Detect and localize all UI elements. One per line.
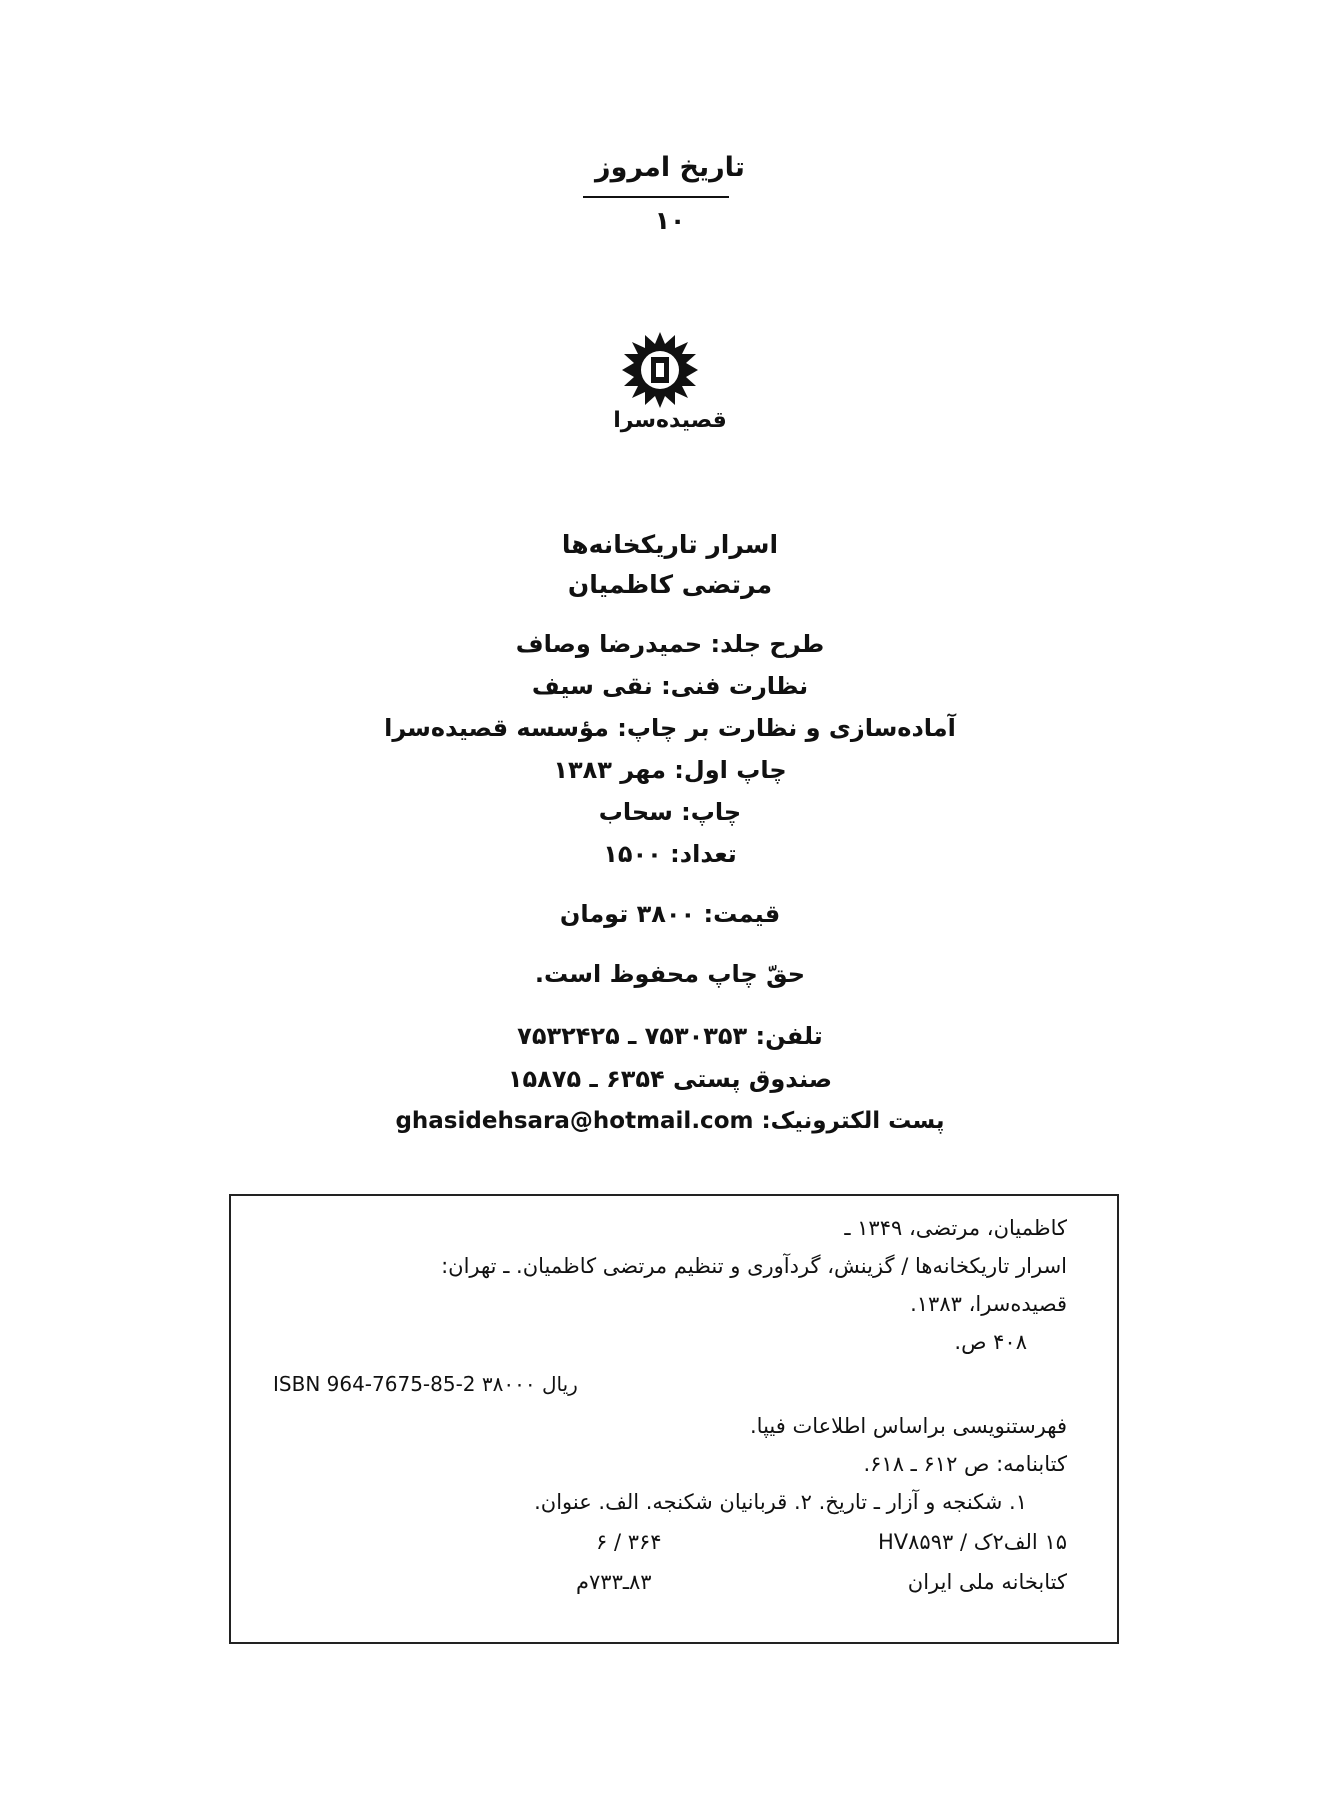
po-box: صندوق پستی ۶۳۵۴ ـ ۱۵۸۷۵	[507, 1065, 833, 1093]
cip-pages: ۴۰۸ ص.	[954, 1330, 1027, 1354]
credit-print-preparation: آماده‌سازی و نظارت بر چاپ: مؤسسه قصیده‌سرا	[384, 714, 956, 742]
credit-cover-design: طرح جلد: حمیدرضا وصاف	[515, 630, 825, 658]
series-number: ۱۰	[654, 206, 686, 235]
cip-control-number: ۸۳ـ۷۳۳م	[576, 1570, 652, 1594]
cataloging-in-publication-box	[229, 1194, 1119, 1644]
credit-technical-supervision: نظارت فنی: نقی سیف	[531, 672, 809, 700]
phone-numbers: تلفن: ۷۵۳۰۳۵۳ ـ ۷۵۳۲۴۲۵	[517, 1022, 823, 1050]
cip-author: کاظمیان، مرتضی، ۱۳۴۹ ـ	[844, 1216, 1067, 1240]
cip-dewey-number: ۳۶۴ / ۶	[596, 1530, 662, 1554]
cip-library: کتابخانه ملی ایران	[907, 1570, 1067, 1594]
book-title: اسرار تاریکخانه‌ها	[561, 530, 779, 559]
book-author: مرتضی کاظمیان	[567, 570, 773, 599]
cip-bibliography: کتابنامه: ص ۶۱۲ ـ ۶۱۸.	[863, 1452, 1067, 1476]
series-title: تاریخ امروز	[595, 152, 745, 183]
copyright-notice: حقّ چاپ محفوظ است.	[534, 960, 806, 988]
cip-isbn: ISBN 964-7675-85-2 ۳۸۰۰۰ ریال	[273, 1372, 578, 1396]
email-line	[0, 1108, 1340, 1134]
cip-subjects: ۱. شکنجه و آزار ـ تاریخ. ۲. قربانیان شکنجه. الف. عنوان.	[534, 1490, 1027, 1514]
cip-fipa-note: فهرستنویسی براساس اطلاعات فیپا.	[750, 1414, 1067, 1438]
price: قیمت: ۳۸۰۰ تومان	[559, 900, 781, 928]
email-address: ghasidehsara@hotmail.com	[395, 1108, 754, 1134]
cip-publisher: قصیده‌سرا، ۱۳۸۳.	[910, 1292, 1067, 1316]
credit-first-edition: چاپ اول: مهر ۱۳۸۳	[553, 756, 787, 784]
publisher-emblem-icon	[620, 330, 700, 410]
cip-class-number: ۱۵ الف۲ک / HV۸۵۹۳	[877, 1530, 1067, 1554]
series-divider	[583, 196, 729, 198]
cip-title: اسرار تاریکخانه‌ها / گزینش، گردآوری و تنظیم مرتضی کاظمیان. ـ تهران:	[441, 1254, 1067, 1278]
publisher-name: قصیده‌سرا	[613, 408, 727, 433]
credit-print-run: تعداد: ۱۵۰۰	[603, 840, 737, 868]
email-label: پست الکترونیک:	[761, 1108, 945, 1134]
credit-printer: چاپ: سحاب	[598, 798, 742, 826]
